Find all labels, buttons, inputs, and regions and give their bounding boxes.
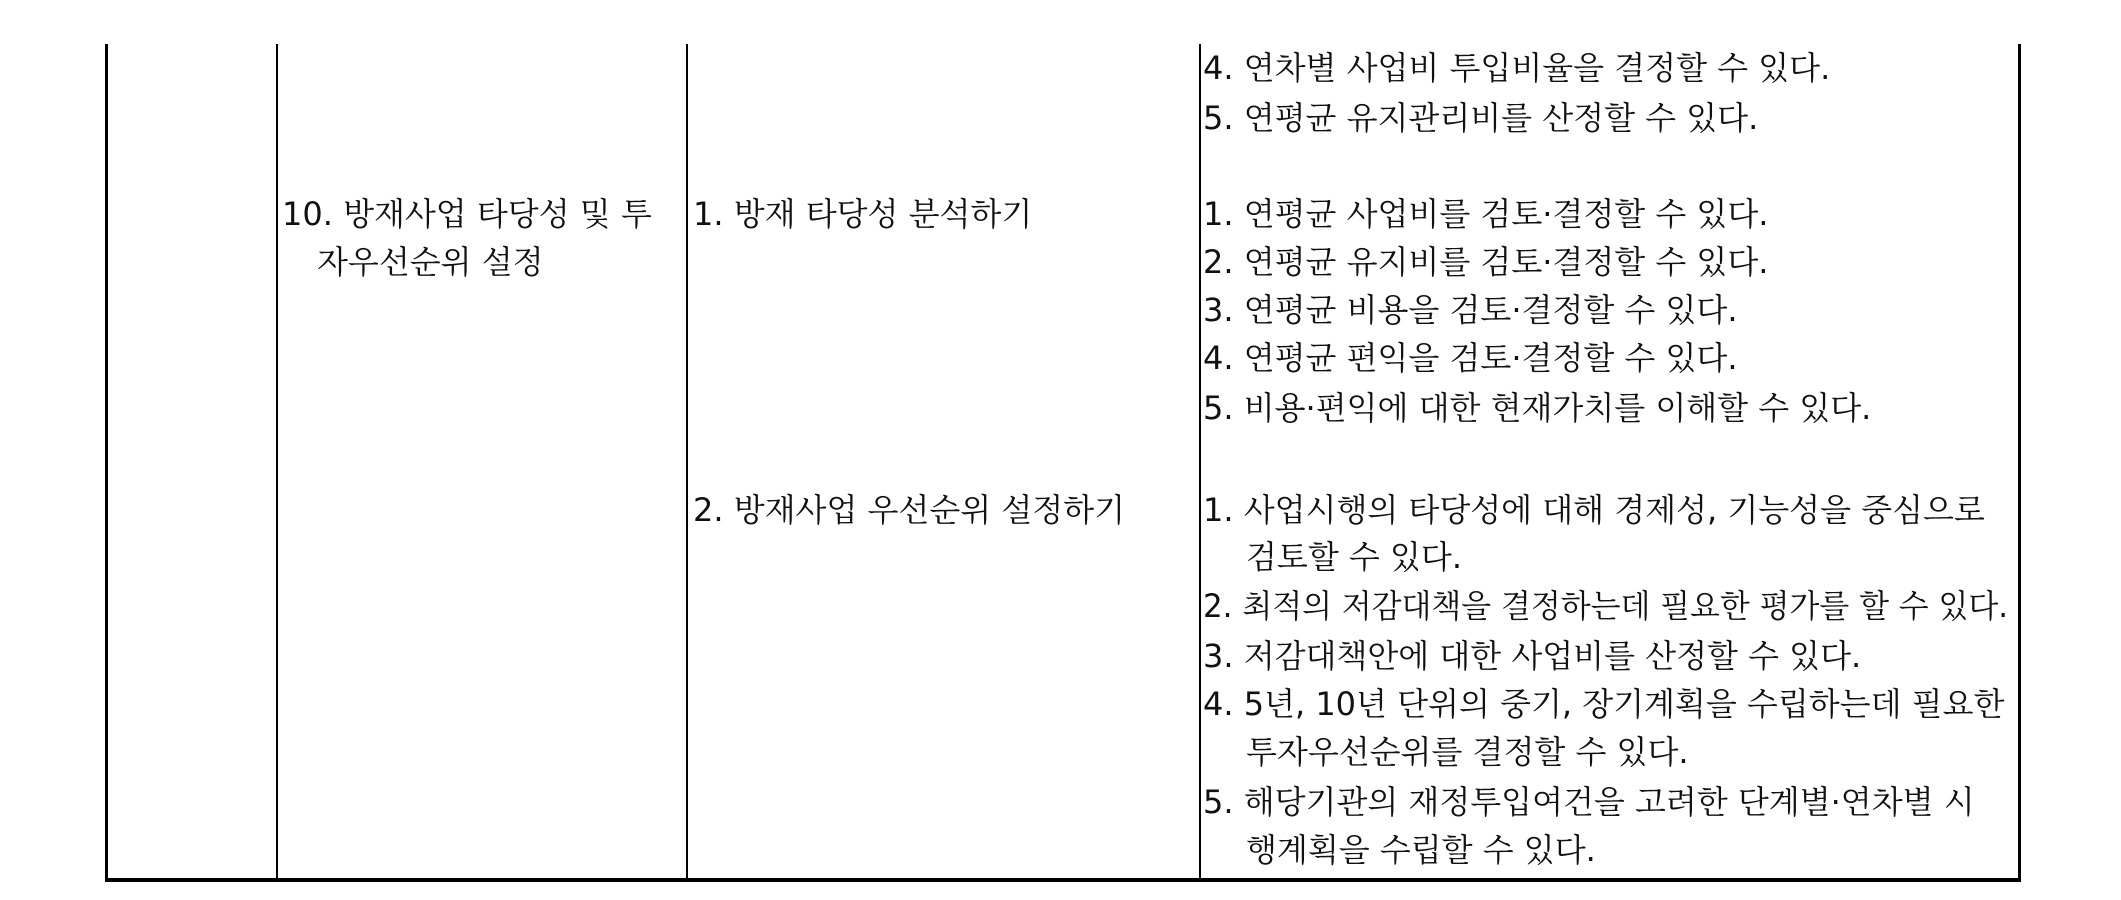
table-right-border bbox=[2018, 44, 2021, 882]
criteria-item: 2. 최적의 저감대책을 결정하는데 필요한 평가를 할 수 있다. bbox=[1203, 587, 2009, 625]
unit-name: 2. 방재사업 우선순위 설정하기 bbox=[693, 491, 1125, 529]
category-title: 10. 방재사업 타당성 및 투 bbox=[282, 195, 652, 233]
unit-name: 1. 방재 타당성 분석하기 bbox=[693, 195, 1033, 233]
criteria-item: 4. 5년, 10년 단위의 중기, 장기계획을 수립하는데 필요한 bbox=[1203, 685, 2005, 723]
column-divider-2 bbox=[686, 44, 688, 882]
table-bottom-border bbox=[105, 878, 2021, 882]
criteria-item-continued: 행계획을 수립할 수 있다. bbox=[1246, 831, 1596, 869]
criteria-item: 5. 해당기관의 재정투입여건을 고려한 단계별·연차별 시 bbox=[1203, 783, 1975, 821]
criteria-item: 5. 비용·편익에 대한 현재가치를 이해할 수 있다. bbox=[1203, 389, 1872, 427]
column-divider-1 bbox=[276, 44, 278, 882]
category-title-continued: 자우선순위 설정 bbox=[317, 243, 544, 281]
criteria-item: 2. 연평균 유지비를 검토·결정할 수 있다. bbox=[1203, 243, 1769, 281]
criteria-item-continued: 투자우선순위를 결정할 수 있다. bbox=[1246, 733, 1689, 771]
criteria-item: 1. 사업시행의 타당성에 대해 경제성, 기능성을 중심으로 bbox=[1203, 491, 1985, 529]
criteria-item: 5. 연평균 유지관리비를 산정할 수 있다. bbox=[1203, 99, 1759, 137]
column-divider-3 bbox=[1199, 44, 1201, 882]
criteria-item: 3. 연평균 비용을 검토·결정할 수 있다. bbox=[1203, 291, 1738, 329]
criteria-item: 1. 연평균 사업비를 검토·결정할 수 있다. bbox=[1203, 195, 1769, 233]
criteria-item: 4. 연평균 편익을 검토·결정할 수 있다. bbox=[1203, 339, 1738, 377]
criteria-item-continued: 검토할 수 있다. bbox=[1246, 538, 1462, 576]
table-left-border bbox=[105, 44, 108, 882]
criteria-item: 4. 연차별 사업비 투입비율을 결정할 수 있다. bbox=[1203, 49, 1831, 87]
criteria-item: 3. 저감대책안에 대한 사업비를 산정할 수 있다. bbox=[1203, 637, 1862, 675]
